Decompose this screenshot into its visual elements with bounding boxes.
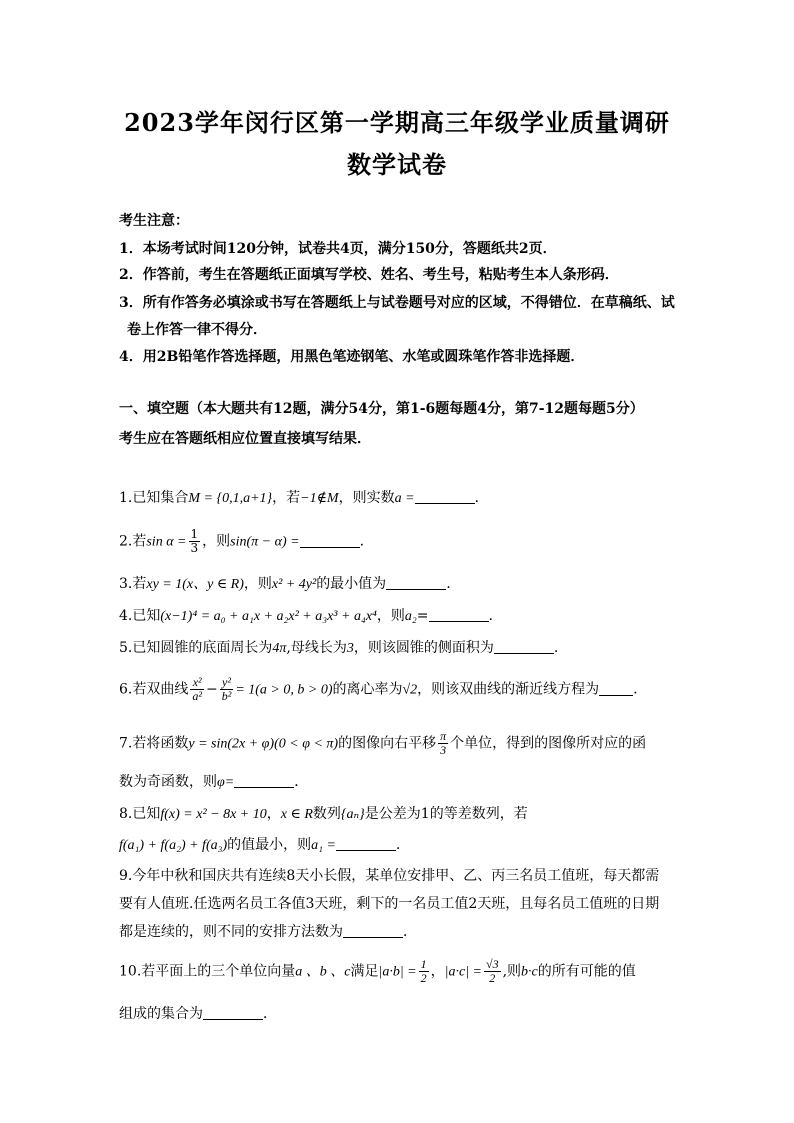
q8-text: ， [266, 806, 281, 822]
section-instruction: 考生应在答题纸相应位置直接填写结果． [119, 431, 371, 447]
q5-math: 3 [346, 641, 354, 656]
q6-text: ，则该双曲线的渐近线方程为 [417, 681, 600, 698]
question-9-line2: 要有人值班.任选两名员工各值3天班，剩下的一名员工值2天班，且每名员工值班的日期 [119, 896, 660, 912]
notice-item: 2．作答前，考生在答题纸正面填写学校、姓名、考生号，粘贴考生本人条形码． [119, 267, 619, 283]
q8-end: ． [395, 837, 410, 853]
q10-text: ， [430, 963, 445, 980]
q10-end: ． [263, 1006, 277, 1022]
q7-math: φ= [217, 775, 235, 790]
q3-math: x² + 4y² [271, 577, 317, 592]
fraction-numerator: x² [190, 676, 204, 690]
q10-text: 组成的集合为 [119, 1006, 203, 1022]
question-3 [119, 573, 451, 596]
question-8 [119, 803, 528, 826]
q8-math: a₁ = [311, 838, 336, 853]
q6-fraction [190, 676, 204, 703]
question-7 [119, 730, 646, 757]
q4-end: . [488, 608, 493, 624]
answer-blank[interactable] [300, 533, 360, 548]
q1-math: M = {0,1,a+1} [188, 491, 273, 506]
q7-end: ． [294, 774, 309, 790]
answer-blank[interactable] [429, 607, 489, 622]
q2-end: . [359, 533, 365, 550]
question-7-line2 [119, 771, 308, 794]
question-10 [119, 958, 636, 985]
q7-text: 的图像向右平移 [338, 735, 437, 752]
q10-math: |a·c| = [444, 964, 482, 980]
q8-math: {aₙ} [340, 807, 365, 822]
q6-fraction [220, 676, 234, 703]
question-5 [119, 637, 558, 660]
exam-title: 2023学年闵行区第一学期高三年级学业质量调研 [124, 108, 670, 137]
q1-text: ，则实数 [338, 490, 395, 506]
q6-end: . [633, 681, 638, 698]
fraction-numerator: √3 [486, 957, 499, 971]
question-2 [119, 528, 364, 555]
notice-item: 4．用2B铅笔作答选择题，用黑色笔迹钢笔、水笔或圆珠笔作答非选择题． [119, 349, 585, 365]
q6-math: = 1(a > 0, b > 0) [235, 682, 333, 698]
q3-text: 的最小值为 [316, 576, 387, 592]
q2-math: sin(π − α) = [230, 534, 300, 550]
question-10-line2 [119, 1003, 277, 1025]
q9-end: ． [403, 924, 417, 940]
q7-text: 7.若将函数 [119, 735, 189, 752]
q8-text: 是公差为1的等差数列，若 [364, 806, 528, 822]
q4-math: a₂ [404, 609, 417, 624]
fraction-denominator: 2 [489, 971, 496, 985]
q7-text: 个单位，得到的图像所对应的函 [450, 735, 647, 752]
q10-text: ,则 [502, 963, 522, 980]
q10-math: b·c [521, 964, 538, 980]
question-4 [119, 605, 493, 628]
q5-text: ，则该圆锥的侧面积为 [353, 640, 494, 656]
fraction-denominator: 3 [440, 743, 447, 757]
q10-text: 的所有可能的值 [537, 963, 636, 980]
q2-fraction [189, 528, 201, 555]
section-title: 一、填空题（本大题共有12题，满分54分，第1-6题每题4分，第7-12题每题5分） [119, 401, 644, 417]
q8-math: f(a₁) + f(a₂) + f(a₃) [119, 838, 228, 853]
notice-heading: 考生注意： [119, 213, 189, 229]
q6-text: 的离心率为 [332, 681, 403, 698]
q4-math: (x−1)⁴ = a₀ + a₁x + a₂x² + a₃x³ + a₄x⁴ [160, 609, 377, 624]
q7-math: y = sin(2x + φ)(0 < φ < π) [188, 736, 339, 752]
q1-math: −1∉M [300, 491, 339, 506]
q8-text: 8.已知 [119, 806, 161, 822]
fraction-denominator: 2 [420, 971, 427, 985]
q10-fraction [419, 958, 429, 985]
q1-math: a = [394, 491, 415, 506]
q8-text: 数列 [312, 806, 341, 822]
q4-text: = [416, 608, 429, 624]
q4-text: 4.已知 [119, 608, 161, 624]
answer-blank[interactable] [234, 773, 294, 788]
fraction-numerator: π [440, 729, 447, 743]
answer-blank[interactable] [336, 836, 396, 851]
fraction-denominator: a² [192, 689, 202, 703]
notice-item-continued: 卷上作答一律不得分． [127, 322, 267, 338]
answer-blank[interactable] [415, 489, 475, 504]
q8-math: x ∈ R [280, 807, 313, 822]
answer-blank[interactable] [343, 923, 403, 938]
q3-text: 3.若 [119, 576, 147, 592]
q5-end: . [553, 640, 559, 656]
answer-blank[interactable] [386, 575, 446, 590]
q6-math: − [205, 681, 218, 698]
q10-text: 10.若平面上的三个单位向量 [119, 963, 296, 980]
q2-text: ，则 [202, 533, 231, 550]
q9-text: 都是连续的，则不同的安排方法数为 [119, 924, 343, 940]
q10-math: |a·b| = [378, 964, 417, 980]
q8-math: f(x) = x² − 8x + 10 [160, 807, 267, 822]
question-8-line2 [119, 834, 410, 857]
q3-text: ，则 [243, 576, 272, 592]
q5-math: 4π [272, 641, 287, 656]
answer-blank[interactable] [203, 1005, 263, 1020]
exam-subtitle: 数学试卷 [347, 150, 447, 179]
q2-text: 2.若 [119, 533, 147, 550]
fraction-numerator: 1 [420, 957, 427, 971]
q7-text: 数为奇函数，则 [119, 774, 217, 790]
question-9: 9.今年中秋和国庆共有连续8天小长假，某单位安排甲、乙、丙三名员工值班，每天都需 [119, 868, 660, 884]
fraction-numerator: 1 [190, 527, 199, 541]
q8-text: 的值最小，则 [227, 837, 312, 853]
answer-blank[interactable] [494, 639, 554, 654]
q1-end: ． [474, 490, 489, 506]
question-6 [119, 676, 638, 703]
q1-text: 1.已知集合 [119, 490, 189, 506]
q4-text: ，则 [376, 608, 405, 624]
question-1 [119, 487, 489, 510]
question-9-line3 [119, 921, 417, 943]
notice-item: 1．本场考试时间120分钟，试卷共4页，满分150分，答题纸共2页． [119, 241, 557, 257]
fraction-denominator: 3 [190, 541, 199, 555]
q5-text: 5.已知圆锥的底面周长为 [119, 640, 273, 656]
q6-text: 6.若双曲线 [119, 681, 189, 698]
q5-text: ,母线长为 [286, 640, 347, 656]
q3-end: . [446, 576, 451, 592]
answer-blank[interactable] [599, 681, 633, 696]
q10-text: 满足 [350, 963, 379, 980]
q10-math: a 、b 、c [295, 964, 351, 980]
q7-fraction [438, 730, 448, 757]
q1-text: ，若 [272, 490, 301, 506]
q2-math: sin α = [146, 534, 187, 550]
fraction-denominator: b² [221, 689, 232, 703]
q3-math: xy = 1(x、y ∈ R) [146, 577, 244, 592]
q10-fraction [484, 958, 501, 985]
notice-item: 3．所有作答务必填涂或书写在答题纸上与试卷题号对应的区域，不得错位．在草稿纸、试 [119, 295, 675, 311]
q6-math: √2 [402, 682, 418, 698]
fraction-numerator: y² [220, 676, 234, 690]
